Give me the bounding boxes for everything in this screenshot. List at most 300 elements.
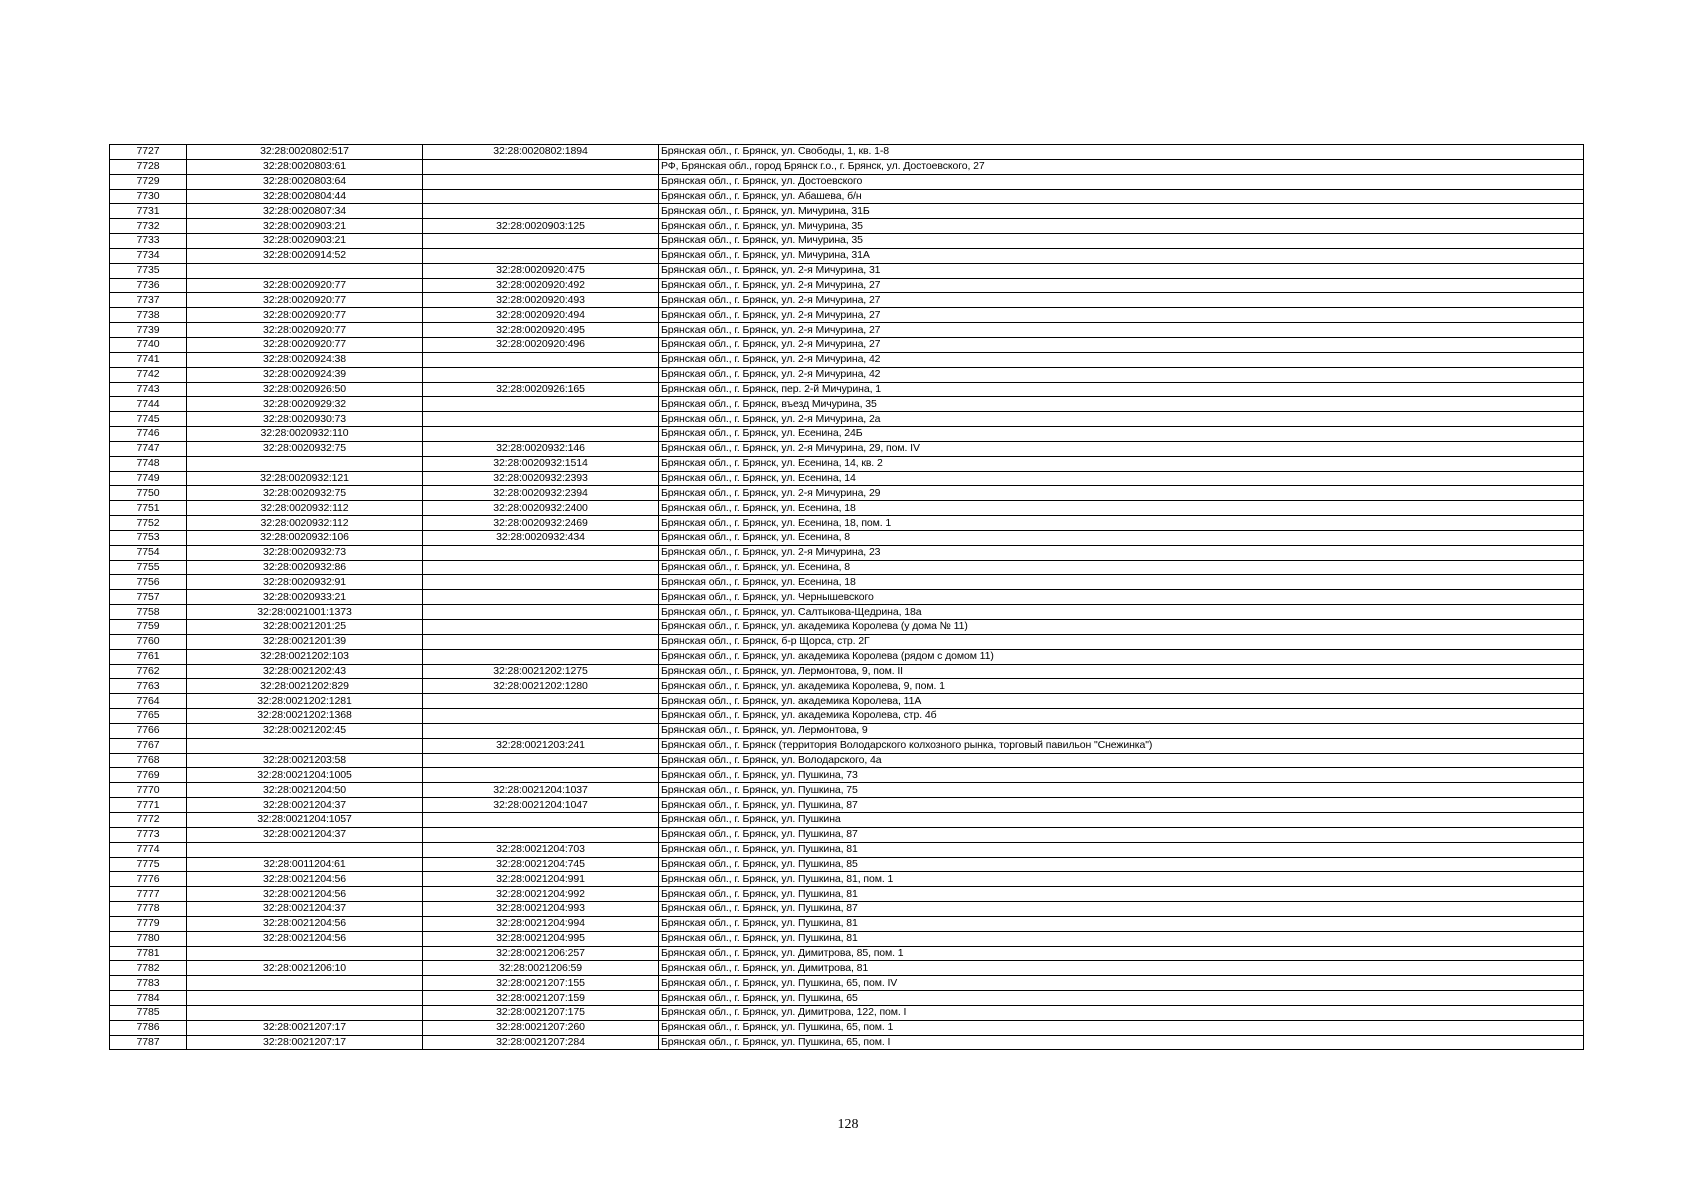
table-row bbox=[110, 441, 1584, 456]
row-number-cell: 7748 bbox=[110, 456, 187, 471]
row-number-cell: 7760 bbox=[110, 634, 187, 649]
parcel-cadastral-number-cell: 32:28:0020926:50 bbox=[187, 382, 423, 397]
address-cell: Брянская обл., г. Брянск, ул. Пушкина, 75 bbox=[659, 783, 1584, 798]
table-row bbox=[110, 516, 1584, 531]
parcel-cadastral-number-cell: 32:28:0020803:64 bbox=[187, 174, 423, 189]
table-row bbox=[110, 263, 1584, 278]
parcel-cadastral-number-cell: 32:28:0021204:37 bbox=[187, 798, 423, 813]
registry-table-body bbox=[110, 145, 1584, 1050]
table-row bbox=[110, 857, 1584, 872]
table-row bbox=[110, 145, 1584, 160]
object-cadastral-number-cell bbox=[423, 827, 659, 842]
object-cadastral-number-cell: 32:28:0021204:703 bbox=[423, 842, 659, 857]
address-cell: Брянская обл., г. Брянск, ул. Есенина, 18, пом. 1 bbox=[659, 516, 1584, 531]
row-number-cell: 7731 bbox=[110, 204, 187, 219]
parcel-cadastral-number-cell: 32:28:0020804:44 bbox=[187, 189, 423, 204]
parcel-cadastral-number-cell: 32:28:0021204:1057 bbox=[187, 812, 423, 827]
parcel-cadastral-number-cell bbox=[187, 946, 423, 961]
parcel-cadastral-number-cell: 32:28:0020932:75 bbox=[187, 486, 423, 501]
parcel-cadastral-number-cell: 32:28:0021202:43 bbox=[187, 664, 423, 679]
table-row bbox=[110, 174, 1584, 189]
object-cadastral-number-cell bbox=[423, 575, 659, 590]
table-row bbox=[110, 159, 1584, 174]
row-number-cell: 7727 bbox=[110, 145, 187, 160]
table-row bbox=[110, 412, 1584, 427]
object-cadastral-number-cell bbox=[423, 234, 659, 249]
table-row bbox=[110, 456, 1584, 471]
address-cell: Брянская обл., г. Брянск, ул. Есенина, 14 bbox=[659, 471, 1584, 486]
row-number-cell: 7740 bbox=[110, 337, 187, 352]
parcel-cadastral-number-cell: 32:28:0020932:110 bbox=[187, 427, 423, 442]
table-row bbox=[110, 471, 1584, 486]
address-cell: Брянская обл., г. Брянск, ул. Есенина, 8 bbox=[659, 530, 1584, 545]
parcel-cadastral-number-cell: 32:28:0020914:52 bbox=[187, 248, 423, 263]
address-cell: Брянская обл., г. Брянск, ул. академика Королева (у дома № 11) bbox=[659, 620, 1584, 635]
row-number-cell: 7758 bbox=[110, 605, 187, 620]
parcel-cadastral-number-cell: 32:28:0020803:61 bbox=[187, 159, 423, 174]
object-cadastral-number-cell: 32:28:0020920:494 bbox=[423, 308, 659, 323]
table-row bbox=[110, 961, 1584, 976]
table-row bbox=[110, 842, 1584, 857]
object-cadastral-number-cell bbox=[423, 367, 659, 382]
object-cadastral-number-cell: 32:28:0020932:2469 bbox=[423, 516, 659, 531]
row-number-cell: 7756 bbox=[110, 575, 187, 590]
row-number-cell: 7742 bbox=[110, 367, 187, 382]
object-cadastral-number-cell: 32:28:0021206:59 bbox=[423, 961, 659, 976]
parcel-cadastral-number-cell: 32:28:0020932:73 bbox=[187, 545, 423, 560]
row-number-cell: 7769 bbox=[110, 768, 187, 783]
table-row bbox=[110, 248, 1584, 263]
parcel-cadastral-number-cell bbox=[187, 976, 423, 991]
row-number-cell: 7732 bbox=[110, 219, 187, 234]
address-cell: Брянская обл., г. Брянск, ул. Пушкина, 81 bbox=[659, 887, 1584, 902]
address-cell: Брянская обл., г. Брянск, ул. 2-я Мичурина, 27 bbox=[659, 337, 1584, 352]
address-cell: Брянская обл., г. Брянск, ул. Есенина, 14, кв. 2 bbox=[659, 456, 1584, 471]
parcel-cadastral-number-cell: 32:28:0020932:86 bbox=[187, 560, 423, 575]
table-row bbox=[110, 976, 1584, 991]
address-cell: Брянская обл., г. Брянск, ул. 2-я Мичурина, 42 bbox=[659, 352, 1584, 367]
parcel-cadastral-number-cell: 32:28:0020920:77 bbox=[187, 308, 423, 323]
table-row bbox=[110, 501, 1584, 516]
row-number-cell: 7786 bbox=[110, 1020, 187, 1035]
table-row bbox=[110, 723, 1584, 738]
address-cell: Брянская обл., г. Брянск, ул. Свободы, 1, кв. 1-8 bbox=[659, 145, 1584, 160]
address-cell: Брянская обл., г. Брянск, ул. Мичурина, 35 bbox=[659, 234, 1584, 249]
object-cadastral-number-cell: 32:28:0021204:995 bbox=[423, 931, 659, 946]
row-number-cell: 7746 bbox=[110, 427, 187, 442]
parcel-cadastral-number-cell: 32:28:0021202:45 bbox=[187, 723, 423, 738]
parcel-cadastral-number-cell: 32:28:0020932:121 bbox=[187, 471, 423, 486]
registry-table bbox=[109, 144, 1584, 1050]
row-number-cell: 7755 bbox=[110, 560, 187, 575]
row-number-cell: 7768 bbox=[110, 753, 187, 768]
parcel-cadastral-number-cell: 32:28:0021204:37 bbox=[187, 827, 423, 842]
object-cadastral-number-cell: 32:28:0020802:1894 bbox=[423, 145, 659, 160]
address-cell: Брянская обл., г. Брянск, ул. Достоевского bbox=[659, 174, 1584, 189]
object-cadastral-number-cell: 32:28:0021206:257 bbox=[423, 946, 659, 961]
object-cadastral-number-cell bbox=[423, 768, 659, 783]
table-row bbox=[110, 768, 1584, 783]
address-cell: РФ, Брянская обл., город Брянск г.о., г. Брянск, ул. Достоевского, 27 bbox=[659, 159, 1584, 174]
object-cadastral-number-cell: 32:28:0020932:1514 bbox=[423, 456, 659, 471]
address-cell: Брянская обл., г. Брянск, ул. Есенина, 8 bbox=[659, 560, 1584, 575]
table-row bbox=[110, 738, 1584, 753]
table-row bbox=[110, 798, 1584, 813]
object-cadastral-number-cell bbox=[423, 397, 659, 412]
row-number-cell: 7787 bbox=[110, 1035, 187, 1050]
parcel-cadastral-number-cell bbox=[187, 1005, 423, 1020]
object-cadastral-number-cell: 32:28:0021204:993 bbox=[423, 902, 659, 917]
address-cell: Брянская обл., г. Брянск, ул. Есенина, 18 bbox=[659, 575, 1584, 590]
parcel-cadastral-number-cell: 32:28:0020920:77 bbox=[187, 337, 423, 352]
row-number-cell: 7750 bbox=[110, 486, 187, 501]
parcel-cadastral-number-cell: 32:28:0020802:517 bbox=[187, 145, 423, 160]
parcel-cadastral-number-cell: 32:28:0020903:21 bbox=[187, 234, 423, 249]
table-row bbox=[110, 887, 1584, 902]
address-cell: Брянская обл., г. Брянск, ул. 2-я Мичурина, 2а bbox=[659, 412, 1584, 427]
address-cell: Брянская обл., г. Брянск, ул. Салтыкова-Щедрина, 18а bbox=[659, 605, 1584, 620]
object-cadastral-number-cell bbox=[423, 159, 659, 174]
object-cadastral-number-cell: 32:28:0020926:165 bbox=[423, 382, 659, 397]
row-number-cell: 7777 bbox=[110, 887, 187, 902]
parcel-cadastral-number-cell: 32:28:0020929:32 bbox=[187, 397, 423, 412]
object-cadastral-number-cell: 32:28:0020920:493 bbox=[423, 293, 659, 308]
object-cadastral-number-cell bbox=[423, 709, 659, 724]
object-cadastral-number-cell: 32:28:0020932:434 bbox=[423, 530, 659, 545]
address-cell: Брянская обл., г. Брянск, ул. 2-я Мичурина, 27 bbox=[659, 308, 1584, 323]
address-cell: Брянская обл., г. Брянск, ул. Димитрова, 81 bbox=[659, 961, 1584, 976]
parcel-cadastral-number-cell: 32:28:0020924:39 bbox=[187, 367, 423, 382]
row-number-cell: 7757 bbox=[110, 590, 187, 605]
parcel-cadastral-number-cell: 32:28:0020932:112 bbox=[187, 516, 423, 531]
address-cell: Брянская обл., г. Брянск, ул. Пушкина, 65, пом. I bbox=[659, 1035, 1584, 1050]
address-cell: Брянская обл., г. Брянск, ул. Пушкина, 65, пом. 1 bbox=[659, 1020, 1584, 1035]
object-cadastral-number-cell: 32:28:0020932:2400 bbox=[423, 501, 659, 516]
object-cadastral-number-cell: 32:28:0020932:2394 bbox=[423, 486, 659, 501]
row-number-cell: 7744 bbox=[110, 397, 187, 412]
table-row bbox=[110, 1005, 1584, 1020]
table-row bbox=[110, 575, 1584, 590]
table-row bbox=[110, 827, 1584, 842]
row-number-cell: 7784 bbox=[110, 991, 187, 1006]
parcel-cadastral-number-cell: 32:28:0020920:77 bbox=[187, 278, 423, 293]
object-cadastral-number-cell: 32:28:0021204:994 bbox=[423, 916, 659, 931]
object-cadastral-number-cell: 32:28:0021204:1037 bbox=[423, 783, 659, 798]
row-number-cell: 7761 bbox=[110, 649, 187, 664]
row-number-cell: 7765 bbox=[110, 709, 187, 724]
object-cadastral-number-cell: 32:28:0021202:1275 bbox=[423, 664, 659, 679]
row-number-cell: 7778 bbox=[110, 902, 187, 917]
table-row bbox=[110, 946, 1584, 961]
object-cadastral-number-cell: 32:28:0020932:146 bbox=[423, 441, 659, 456]
address-cell: Брянская обл., г. Брянск, ул. Володарского, 4а bbox=[659, 753, 1584, 768]
address-cell: Брянская обл., г. Брянск, ул. Лермонтова, 9, пом. II bbox=[659, 664, 1584, 679]
parcel-cadastral-number-cell: 32:28:0011204:61 bbox=[187, 857, 423, 872]
table-row bbox=[110, 590, 1584, 605]
address-cell: Брянская обл., г. Брянск, ул. академика Королева, 11А bbox=[659, 694, 1584, 709]
parcel-cadastral-number-cell: 32:28:0021204:1005 bbox=[187, 768, 423, 783]
table-row bbox=[110, 620, 1584, 635]
object-cadastral-number-cell: 32:28:0020932:2393 bbox=[423, 471, 659, 486]
row-number-cell: 7734 bbox=[110, 248, 187, 263]
table-row bbox=[110, 753, 1584, 768]
address-cell: Брянская обл., г. Брянск, ул. 2-я Мичурина, 42 bbox=[659, 367, 1584, 382]
object-cadastral-number-cell: 32:28:0020920:495 bbox=[423, 323, 659, 338]
address-cell: Брянская обл., г. Брянск, ул. академика Королева (рядом с домом 11) bbox=[659, 649, 1584, 664]
row-number-cell: 7771 bbox=[110, 798, 187, 813]
address-cell: Брянская обл., г. Брянск, ул. Пушкина, 85 bbox=[659, 857, 1584, 872]
object-cadastral-number-cell: 32:28:0021207:175 bbox=[423, 1005, 659, 1020]
row-number-cell: 7763 bbox=[110, 679, 187, 694]
table-row bbox=[110, 486, 1584, 501]
parcel-cadastral-number-cell: 32:28:0021204:37 bbox=[187, 902, 423, 917]
object-cadastral-number-cell bbox=[423, 352, 659, 367]
parcel-cadastral-number-cell: 32:28:0021207:17 bbox=[187, 1020, 423, 1035]
object-cadastral-number-cell: 32:28:0021204:745 bbox=[423, 857, 659, 872]
address-cell: Брянская обл., г. Брянск, ул. Пушкина, 87 bbox=[659, 827, 1584, 842]
table-row bbox=[110, 1035, 1584, 1050]
parcel-cadastral-number-cell: 32:28:0020933:21 bbox=[187, 590, 423, 605]
address-cell: Брянская обл., г. Брянск, ул. 2-я Мичурина, 27 bbox=[659, 293, 1584, 308]
parcel-cadastral-number-cell: 32:28:0021204:56 bbox=[187, 931, 423, 946]
row-number-cell: 7736 bbox=[110, 278, 187, 293]
row-number-cell: 7730 bbox=[110, 189, 187, 204]
row-number-cell: 7737 bbox=[110, 293, 187, 308]
object-cadastral-number-cell bbox=[423, 753, 659, 768]
address-cell: Брянская обл., г. Брянск, ул. Чернышевского bbox=[659, 590, 1584, 605]
row-number-cell: 7739 bbox=[110, 323, 187, 338]
parcel-cadastral-number-cell: 32:28:0021204:56 bbox=[187, 916, 423, 931]
parcel-cadastral-number-cell: 32:28:0021202:829 bbox=[187, 679, 423, 694]
row-number-cell: 7764 bbox=[110, 694, 187, 709]
row-number-cell: 7745 bbox=[110, 412, 187, 427]
table-row bbox=[110, 694, 1584, 709]
address-cell: Брянская обл., г. Брянск, ул. Мичурина, 35 bbox=[659, 219, 1584, 234]
parcel-cadastral-number-cell: 32:28:0021204:56 bbox=[187, 872, 423, 887]
address-cell: Брянская обл., г. Брянск, ул. 2-я Мичурина, 27 bbox=[659, 278, 1584, 293]
row-number-cell: 7776 bbox=[110, 872, 187, 887]
table-row bbox=[110, 204, 1584, 219]
object-cadastral-number-cell bbox=[423, 649, 659, 664]
parcel-cadastral-number-cell bbox=[187, 738, 423, 753]
table-row bbox=[110, 382, 1584, 397]
parcel-cadastral-number-cell: 32:28:0021001:1373 bbox=[187, 605, 423, 620]
table-row bbox=[110, 352, 1584, 367]
address-cell: Брянская обл., г. Брянск, ул. Мичурина, 31А bbox=[659, 248, 1584, 263]
object-cadastral-number-cell: 32:28:0020920:496 bbox=[423, 337, 659, 352]
address-cell: Брянская обл., г. Брянск, ул. 2-я Мичурина, 29, пом. IV bbox=[659, 441, 1584, 456]
object-cadastral-number-cell: 32:28:0021202:1280 bbox=[423, 679, 659, 694]
object-cadastral-number-cell bbox=[423, 723, 659, 738]
object-cadastral-number-cell: 32:28:0021207:260 bbox=[423, 1020, 659, 1035]
object-cadastral-number-cell bbox=[423, 174, 659, 189]
row-number-cell: 7738 bbox=[110, 308, 187, 323]
table-row bbox=[110, 916, 1584, 931]
row-number-cell: 7779 bbox=[110, 916, 187, 931]
object-cadastral-number-cell bbox=[423, 605, 659, 620]
object-cadastral-number-cell: 32:28:0021207:155 bbox=[423, 976, 659, 991]
parcel-cadastral-number-cell: 32:28:0021203:58 bbox=[187, 753, 423, 768]
parcel-cadastral-number-cell: 32:28:0020920:77 bbox=[187, 323, 423, 338]
address-cell: Брянская обл., г. Брянск, ул. Есенина, 24Б bbox=[659, 427, 1584, 442]
address-cell: Брянская обл., г. Брянск, ул. академика Королева, 9, пом. 1 bbox=[659, 679, 1584, 694]
row-number-cell: 7735 bbox=[110, 263, 187, 278]
table-row bbox=[110, 234, 1584, 249]
parcel-cadastral-number-cell: 32:28:0021201:25 bbox=[187, 620, 423, 635]
address-cell: Брянская обл., г. Брянск, ул. Пушкина, 87 bbox=[659, 798, 1584, 813]
parcel-cadastral-number-cell bbox=[187, 456, 423, 471]
table-row bbox=[110, 560, 1584, 575]
object-cadastral-number-cell: 32:28:0021204:1047 bbox=[423, 798, 659, 813]
table-row bbox=[110, 367, 1584, 382]
parcel-cadastral-number-cell: 32:28:0020903:21 bbox=[187, 219, 423, 234]
row-number-cell: 7767 bbox=[110, 738, 187, 753]
row-number-cell: 7729 bbox=[110, 174, 187, 189]
object-cadastral-number-cell bbox=[423, 560, 659, 575]
table-row bbox=[110, 649, 1584, 664]
address-cell: Брянская обл., г. Брянск, ул. 2-я Мичурина, 23 bbox=[659, 545, 1584, 560]
object-cadastral-number-cell bbox=[423, 694, 659, 709]
address-cell: Брянская обл., г. Брянск, ул. Пушкина, 87 bbox=[659, 902, 1584, 917]
row-number-cell: 7782 bbox=[110, 961, 187, 976]
parcel-cadastral-number-cell: 32:28:0020930:73 bbox=[187, 412, 423, 427]
object-cadastral-number-cell bbox=[423, 545, 659, 560]
parcel-cadastral-number-cell: 32:28:0020932:106 bbox=[187, 530, 423, 545]
address-cell: Брянская обл., г. Брянск, ул. Пушкина, 65 bbox=[659, 991, 1584, 1006]
table-row bbox=[110, 783, 1584, 798]
row-number-cell: 7774 bbox=[110, 842, 187, 857]
row-number-cell: 7773 bbox=[110, 827, 187, 842]
object-cadastral-number-cell: 32:28:0021204:992 bbox=[423, 887, 659, 902]
table-row bbox=[110, 293, 1584, 308]
table-row bbox=[110, 545, 1584, 560]
row-number-cell: 7759 bbox=[110, 620, 187, 635]
object-cadastral-number-cell bbox=[423, 590, 659, 605]
address-cell: Брянская обл., г. Брянск, ул. Димитрова, 85, пом. 1 bbox=[659, 946, 1584, 961]
table-row bbox=[110, 219, 1584, 234]
table-row bbox=[110, 872, 1584, 887]
object-cadastral-number-cell bbox=[423, 634, 659, 649]
address-cell: Брянская обл., г. Брянск, ул. Мичурина, 31Б bbox=[659, 204, 1584, 219]
table-row bbox=[110, 991, 1584, 1006]
row-number-cell: 7766 bbox=[110, 723, 187, 738]
parcel-cadastral-number-cell: 32:28:0020932:91 bbox=[187, 575, 423, 590]
parcel-cadastral-number-cell: 32:28:0020932:112 bbox=[187, 501, 423, 516]
object-cadastral-number-cell: 32:28:0021204:991 bbox=[423, 872, 659, 887]
parcel-cadastral-number-cell: 32:28:0020924:38 bbox=[187, 352, 423, 367]
parcel-cadastral-number-cell: 32:28:0021204:50 bbox=[187, 783, 423, 798]
table-row bbox=[110, 1020, 1584, 1035]
table-row bbox=[110, 664, 1584, 679]
table-row bbox=[110, 308, 1584, 323]
parcel-cadastral-number-cell bbox=[187, 263, 423, 278]
row-number-cell: 7751 bbox=[110, 501, 187, 516]
row-number-cell: 7762 bbox=[110, 664, 187, 679]
row-number-cell: 7752 bbox=[110, 516, 187, 531]
row-number-cell: 7772 bbox=[110, 812, 187, 827]
table-row bbox=[110, 679, 1584, 694]
parcel-cadastral-number-cell: 32:28:0020920:77 bbox=[187, 293, 423, 308]
table-row bbox=[110, 709, 1584, 724]
table-row bbox=[110, 278, 1584, 293]
address-cell: Брянская обл., г. Брянск, ул. Абашева, б/н bbox=[659, 189, 1584, 204]
table-row bbox=[110, 634, 1584, 649]
table-row bbox=[110, 530, 1584, 545]
page-number: 128 bbox=[837, 1117, 859, 1132]
parcel-cadastral-number-cell: 32:28:0021202:1281 bbox=[187, 694, 423, 709]
address-cell: Брянская обл., г. Брянск, ул. 2-я Мичурина, 31 bbox=[659, 263, 1584, 278]
parcel-cadastral-number-cell: 32:28:0021207:17 bbox=[187, 1035, 423, 1050]
parcel-cadastral-number-cell: 32:28:0021204:56 bbox=[187, 887, 423, 902]
row-number-cell: 7785 bbox=[110, 1005, 187, 1020]
row-number-cell: 7728 bbox=[110, 159, 187, 174]
address-cell: Брянская обл., г. Брянск, б-р Щорса, стр. 2Г bbox=[659, 634, 1584, 649]
address-cell: Брянская обл., г. Брянск, ул. Пушкина, 81 bbox=[659, 842, 1584, 857]
address-cell: Брянская обл., г. Брянск, ул. 2-я Мичурина, 29 bbox=[659, 486, 1584, 501]
address-cell: Брянская обл., г. Брянск, ул. Лермонтова, 9 bbox=[659, 723, 1584, 738]
object-cadastral-number-cell bbox=[423, 248, 659, 263]
object-cadastral-number-cell bbox=[423, 620, 659, 635]
table-row bbox=[110, 931, 1584, 946]
table-row bbox=[110, 902, 1584, 917]
row-number-cell: 7741 bbox=[110, 352, 187, 367]
address-cell: Брянская обл., г. Брянск, ул. Пушкина, 81 bbox=[659, 916, 1584, 931]
address-cell: Брянская обл., г. Брянск, ул. Пушкина, 65, пом. IV bbox=[659, 976, 1584, 991]
table-row bbox=[110, 397, 1584, 412]
row-number-cell: 7747 bbox=[110, 441, 187, 456]
object-cadastral-number-cell: 32:28:0021207:159 bbox=[423, 991, 659, 1006]
object-cadastral-number-cell: 32:28:0020920:492 bbox=[423, 278, 659, 293]
row-number-cell: 7780 bbox=[110, 931, 187, 946]
row-number-cell: 7754 bbox=[110, 545, 187, 560]
parcel-cadastral-number-cell: 32:28:0020932:75 bbox=[187, 441, 423, 456]
address-cell: Брянская обл., г. Брянск, ул. Пушкина, 81 bbox=[659, 931, 1584, 946]
object-cadastral-number-cell bbox=[423, 204, 659, 219]
table-row bbox=[110, 337, 1584, 352]
address-cell: Брянская обл., г. Брянск, ул. Пушкина, 73 bbox=[659, 768, 1584, 783]
table-row bbox=[110, 812, 1584, 827]
row-number-cell: 7781 bbox=[110, 946, 187, 961]
parcel-cadastral-number-cell: 32:28:0021202:1368 bbox=[187, 709, 423, 724]
table-row bbox=[110, 323, 1584, 338]
parcel-cadastral-number-cell: 32:28:0021201:39 bbox=[187, 634, 423, 649]
address-cell: Брянская обл., г. Брянск, ул. Пушкина bbox=[659, 812, 1584, 827]
object-cadastral-number-cell: 32:28:0021203:241 bbox=[423, 738, 659, 753]
object-cadastral-number-cell bbox=[423, 427, 659, 442]
object-cadastral-number-cell bbox=[423, 412, 659, 427]
row-number-cell: 7733 bbox=[110, 234, 187, 249]
row-number-cell: 7743 bbox=[110, 382, 187, 397]
object-cadastral-number-cell: 32:28:0020920:475 bbox=[423, 263, 659, 278]
address-cell: Брянская обл., г. Брянск, ул. 2-я Мичурина, 27 bbox=[659, 323, 1584, 338]
row-number-cell: 7770 bbox=[110, 783, 187, 798]
address-cell: Брянская обл., г. Брянск, ул. Есенина, 18 bbox=[659, 501, 1584, 516]
address-cell: Брянская обл., г. Брянск, пер. 2-й Мичурина, 1 bbox=[659, 382, 1584, 397]
object-cadastral-number-cell: 32:28:0021207:284 bbox=[423, 1035, 659, 1050]
object-cadastral-number-cell bbox=[423, 812, 659, 827]
address-cell: Брянская обл., г. Брянск, въезд Мичурина, 35 bbox=[659, 397, 1584, 412]
address-cell: Брянская обл., г. Брянск, ул. Пушкина, 81, пом. 1 bbox=[659, 872, 1584, 887]
object-cadastral-number-cell: 32:28:0020903:125 bbox=[423, 219, 659, 234]
row-number-cell: 7783 bbox=[110, 976, 187, 991]
row-number-cell: 7753 bbox=[110, 530, 187, 545]
parcel-cadastral-number-cell: 32:28:0021202:103 bbox=[187, 649, 423, 664]
parcel-cadastral-number-cell bbox=[187, 842, 423, 857]
row-number-cell: 7775 bbox=[110, 857, 187, 872]
object-cadastral-number-cell bbox=[423, 189, 659, 204]
parcel-cadastral-number-cell: 32:28:0020807:34 bbox=[187, 204, 423, 219]
parcel-cadastral-number-cell bbox=[187, 991, 423, 1006]
